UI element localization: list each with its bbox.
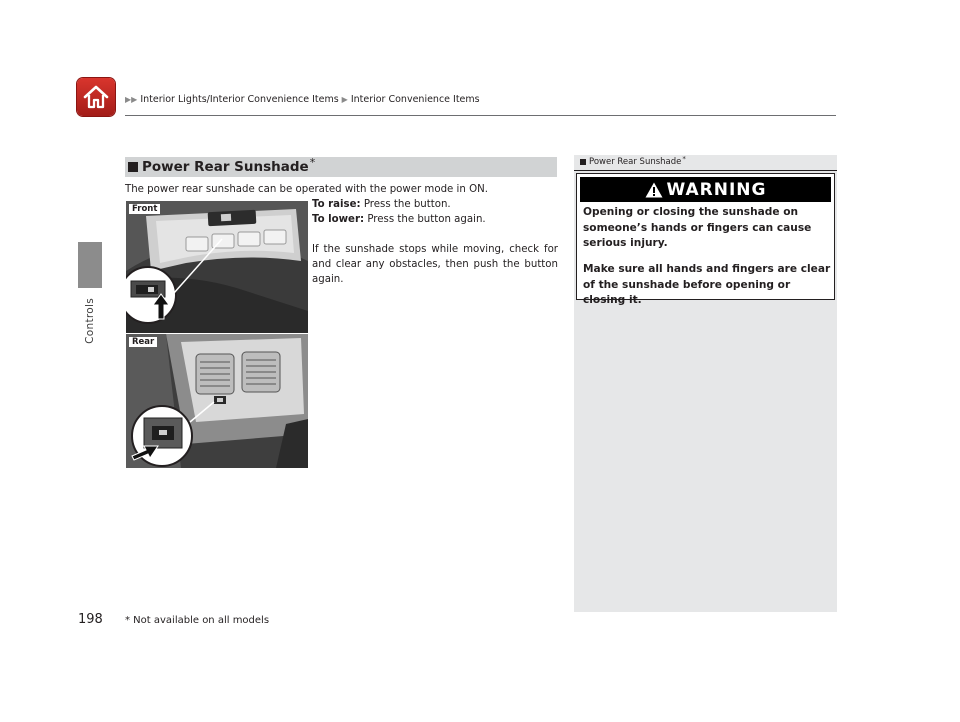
footnote: * Not available on all models	[125, 615, 270, 626]
warning-triangle-icon	[645, 182, 663, 198]
section-square-icon	[128, 162, 138, 172]
raise-label: To raise:	[312, 199, 361, 210]
breadcrumb-link-convenience-items[interactable]: Interior Convenience Items	[350, 94, 480, 105]
sidebar-divider	[574, 170, 837, 171]
breadcrumb	[125, 94, 480, 105]
raise-text: Press the button.	[363, 199, 451, 210]
warning-paragraph-2: Make sure all hands and fingers are clear of the sunshade before opening or closing it.	[583, 263, 831, 306]
front-label: Front	[129, 204, 160, 214]
page-number: 198	[78, 612, 103, 627]
lower-label: To lower:	[312, 214, 365, 225]
sidebar-ref-text: Power Rear Sunshade	[589, 157, 682, 167]
section-header	[125, 157, 557, 177]
chapter-tab[interactable]	[78, 242, 102, 288]
breadcrumb-arrow-icon: ▶▶	[125, 95, 138, 104]
section-asterisk: *	[309, 155, 316, 169]
sidebar-ref-asterisk: *	[682, 155, 686, 163]
rear-vents-image	[126, 334, 308, 468]
raise-instruction	[312, 197, 451, 212]
reference-square-icon	[580, 159, 586, 165]
warning-paragraph-1: Opening or closing the sunshade on someone’s hands or fingers can cause serious injury.	[583, 206, 812, 249]
lower-text: Press the button again.	[367, 214, 486, 225]
home-button[interactable]	[77, 78, 115, 116]
intro-text: The power rear sunshade can be operated with the power mode in ON.	[125, 184, 488, 195]
rear-label: Rear	[129, 337, 157, 347]
stops-note: If the sunshade stops while moving, check for and clear any obstacles, then push the button again.	[312, 244, 558, 285]
warning-heading: WARNING	[666, 179, 767, 200]
section-title: Power Rear Sunshade	[142, 159, 309, 175]
rear-illustration	[126, 334, 308, 468]
header-divider	[125, 115, 836, 116]
front-illustration	[126, 201, 308, 333]
chapter-tab-label: Controls	[84, 298, 96, 344]
home-icon	[82, 83, 110, 111]
breadcrumb-link-interior-lights[interactable]: Interior Lights/Interior Convenience Items	[140, 94, 339, 105]
warning-heading-bar	[580, 177, 831, 202]
sidebar-ref-title	[580, 157, 686, 167]
overhead-console-image	[126, 201, 308, 333]
breadcrumb-arrow-icon: ▶	[341, 95, 348, 104]
lower-instruction	[312, 212, 486, 227]
warning-box	[576, 173, 835, 306]
